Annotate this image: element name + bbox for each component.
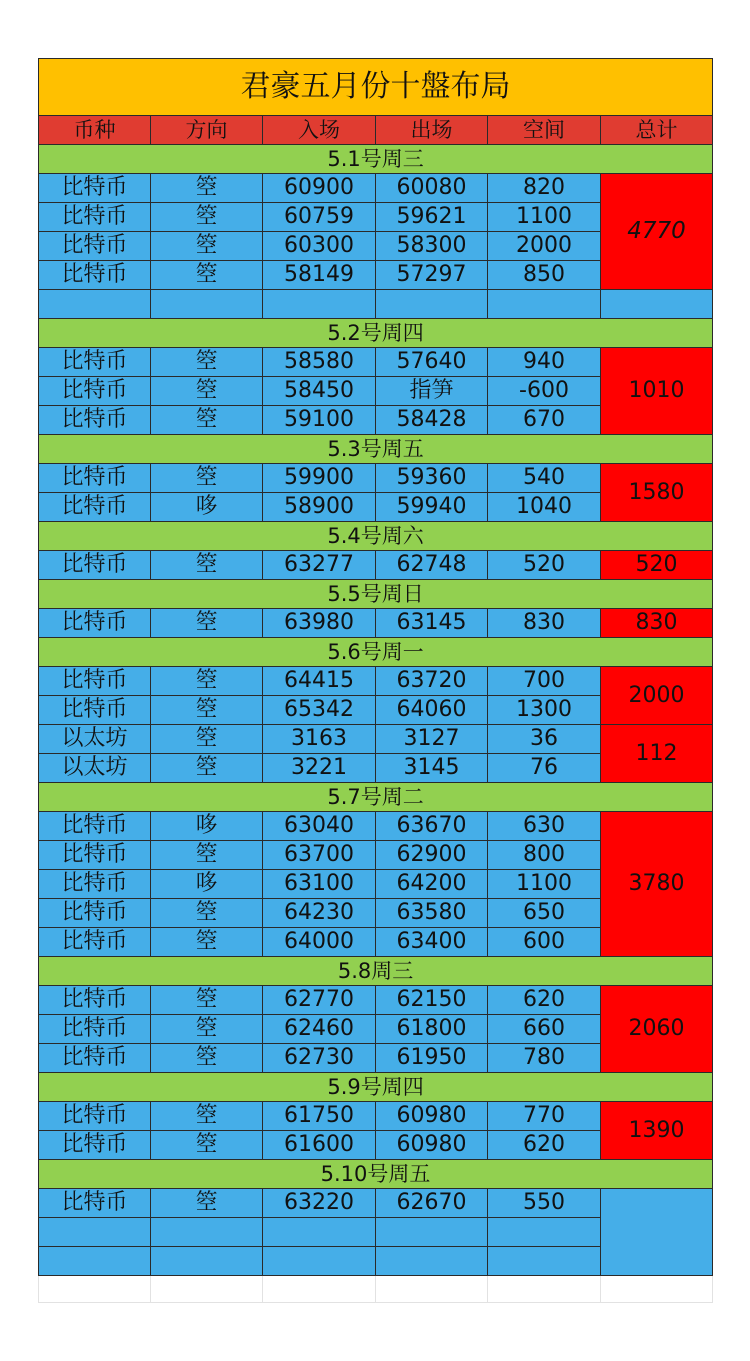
date-row (39, 522, 713, 551)
total-cell (601, 1189, 713, 1276)
blank-row (39, 1276, 713, 1303)
sheet-title: 君豪五月份十盤布局 (39, 59, 713, 116)
entry-cell (263, 1247, 376, 1276)
exit-cell: 62670 (376, 1189, 488, 1218)
table-row (39, 1189, 713, 1218)
header-entry: 入场 (263, 116, 376, 145)
trade-table (38, 58, 713, 1303)
exit-cell: 59621 (376, 203, 488, 232)
total-cell: 520 (601, 551, 713, 580)
space-cell: 800 (488, 841, 601, 870)
coin-cell: 比特币 (39, 261, 151, 290)
direction-cell: 箜 (151, 986, 263, 1015)
coin-cell: 比特币 (39, 1102, 151, 1131)
date-label: 5.7号周二 (39, 783, 713, 812)
space-cell: 850 (488, 261, 601, 290)
direction-cell: 哆 (151, 870, 263, 899)
entry-cell: 63277 (263, 551, 376, 580)
direction-cell: 箜 (151, 1131, 263, 1160)
entry-cell: 58900 (263, 493, 376, 522)
entry-cell: 63220 (263, 1189, 376, 1218)
direction-cell: 箜 (151, 1044, 263, 1073)
date-label: 5.8周三 (39, 957, 713, 986)
exit-cell: 58428 (376, 406, 488, 435)
header-exit: 出场 (376, 116, 488, 145)
date-row (39, 783, 713, 812)
total-cell: 4770 (601, 174, 713, 290)
entry-cell (263, 1218, 376, 1247)
total-cell: 112 (601, 725, 713, 783)
space-cell: 650 (488, 899, 601, 928)
date-row (39, 435, 713, 464)
coin-cell: 比特币 (39, 232, 151, 261)
direction-cell: 箜 (151, 725, 263, 754)
entry-cell: 63700 (263, 841, 376, 870)
coin-cell: 比特币 (39, 899, 151, 928)
space-cell: 670 (488, 406, 601, 435)
coin-cell: 比特币 (39, 928, 151, 957)
coin-cell (39, 1247, 151, 1276)
direction-cell (151, 1218, 263, 1247)
date-row (39, 1160, 713, 1189)
exit-cell: 64200 (376, 870, 488, 899)
entry-cell: 61600 (263, 1131, 376, 1160)
coin-cell: 比特币 (39, 986, 151, 1015)
table-row (39, 812, 713, 841)
space-cell: 76 (488, 754, 601, 783)
header-row (39, 116, 713, 145)
header-total: 总计 (601, 116, 713, 145)
direction-cell: 箜 (151, 377, 263, 406)
date-row (39, 580, 713, 609)
total-cell: 830 (601, 609, 713, 638)
space-cell: 770 (488, 1102, 601, 1131)
entry-cell: 63100 (263, 870, 376, 899)
entry-cell: 59100 (263, 406, 376, 435)
coin-cell: 比特币 (39, 812, 151, 841)
entry-cell: 58580 (263, 348, 376, 377)
exit-cell: 3145 (376, 754, 488, 783)
total-cell: 3780 (601, 812, 713, 957)
entry-cell: 60300 (263, 232, 376, 261)
date-row (39, 1073, 713, 1102)
entry-cell: 64415 (263, 667, 376, 696)
exit-cell: 61950 (376, 1044, 488, 1073)
direction-cell: 箜 (151, 348, 263, 377)
date-label: 5.2号周四 (39, 319, 713, 348)
exit-cell: 63580 (376, 899, 488, 928)
table-row (39, 609, 713, 638)
date-label: 5.1号周三 (39, 145, 713, 174)
exit-cell: 63720 (376, 667, 488, 696)
entry-cell: 64000 (263, 928, 376, 957)
space-cell: 630 (488, 812, 601, 841)
coin-cell: 比特币 (39, 348, 151, 377)
empty-cell (39, 1276, 151, 1303)
empty-cell (263, 1276, 376, 1303)
direction-cell: 箜 (151, 174, 263, 203)
date-row (39, 319, 713, 348)
entry-cell: 62460 (263, 1015, 376, 1044)
coin-cell: 比特币 (39, 203, 151, 232)
entry-cell: 63980 (263, 609, 376, 638)
exit-cell: 57297 (376, 261, 488, 290)
table-row (39, 667, 713, 696)
exit-cell: 59360 (376, 464, 488, 493)
empty-cell (376, 1276, 488, 1303)
coin-cell: 比特币 (39, 1044, 151, 1073)
exit-cell: 指笋 (376, 377, 488, 406)
table-row (39, 551, 713, 580)
exit-cell: 60980 (376, 1102, 488, 1131)
direction-cell: 箜 (151, 1102, 263, 1131)
direction-cell: 箜 (151, 841, 263, 870)
date-row (39, 638, 713, 667)
coin-cell: 比特币 (39, 174, 151, 203)
coin-cell: 比特币 (39, 609, 151, 638)
space-cell: 1100 (488, 870, 601, 899)
exit-cell: 64060 (376, 696, 488, 725)
coin-cell: 比特币 (39, 551, 151, 580)
space-cell: 520 (488, 551, 601, 580)
coin-cell: 比特币 (39, 870, 151, 899)
coin-cell (39, 290, 151, 319)
entry-cell (263, 290, 376, 319)
exit-cell: 62900 (376, 841, 488, 870)
table-row (39, 464, 713, 493)
direction-cell: 箜 (151, 899, 263, 928)
space-cell: -600 (488, 377, 601, 406)
direction-cell: 箜 (151, 261, 263, 290)
space-cell (488, 1247, 601, 1276)
direction-cell: 箜 (151, 928, 263, 957)
direction-cell: 哆 (151, 812, 263, 841)
coin-cell: 比特币 (39, 841, 151, 870)
direction-cell: 箜 (151, 203, 263, 232)
entry-cell: 60759 (263, 203, 376, 232)
direction-cell: 箜 (151, 696, 263, 725)
date-label: 5.9号周四 (39, 1073, 713, 1102)
direction-cell: 箜 (151, 464, 263, 493)
table-row (39, 348, 713, 377)
direction-cell: 箜 (151, 1189, 263, 1218)
entry-cell: 58149 (263, 261, 376, 290)
coin-cell: 比特币 (39, 1131, 151, 1160)
coin-cell: 比特币 (39, 406, 151, 435)
entry-cell: 64230 (263, 899, 376, 928)
total-cell (601, 290, 713, 319)
total-cell: 1390 (601, 1102, 713, 1160)
direction-cell (151, 290, 263, 319)
entry-cell: 59900 (263, 464, 376, 493)
direction-cell: 箜 (151, 754, 263, 783)
exit-cell (376, 1247, 488, 1276)
direction-cell: 箜 (151, 406, 263, 435)
space-cell: 1040 (488, 493, 601, 522)
direction-cell: 箜 (151, 232, 263, 261)
space-cell: 620 (488, 1131, 601, 1160)
space-cell: 2000 (488, 232, 601, 261)
table-row (39, 290, 713, 319)
empty-cell (488, 1276, 601, 1303)
date-label: 5.10号周五 (39, 1160, 713, 1189)
exit-cell: 58300 (376, 232, 488, 261)
exit-cell (376, 290, 488, 319)
space-cell: 1300 (488, 696, 601, 725)
space-cell: 820 (488, 174, 601, 203)
coin-cell: 比特币 (39, 493, 151, 522)
table-row (39, 174, 713, 203)
direction-cell: 箜 (151, 667, 263, 696)
coin-cell: 比特币 (39, 696, 151, 725)
direction-cell (151, 1247, 263, 1276)
table-row (39, 1102, 713, 1131)
exit-cell: 3127 (376, 725, 488, 754)
entry-cell: 61750 (263, 1102, 376, 1131)
header-coin: 币种 (39, 116, 151, 145)
exit-cell: 60080 (376, 174, 488, 203)
space-cell: 700 (488, 667, 601, 696)
space-cell (488, 1218, 601, 1247)
coin-cell: 以太坊 (39, 725, 151, 754)
direction-cell: 箜 (151, 1015, 263, 1044)
exit-cell: 63670 (376, 812, 488, 841)
entry-cell: 60900 (263, 174, 376, 203)
space-cell: 660 (488, 1015, 601, 1044)
date-row (39, 957, 713, 986)
header-direction: 方向 (151, 116, 263, 145)
space-cell: 550 (488, 1189, 601, 1218)
coin-cell: 比特币 (39, 667, 151, 696)
empty-cell (151, 1276, 263, 1303)
exit-cell: 63145 (376, 609, 488, 638)
table-row (39, 725, 713, 754)
entry-cell: 62770 (263, 986, 376, 1015)
spreadsheet (38, 58, 712, 1303)
exit-cell: 62748 (376, 551, 488, 580)
total-cell: 2060 (601, 986, 713, 1073)
date-label: 5.4号周六 (39, 522, 713, 551)
space-cell: 36 (488, 725, 601, 754)
exit-cell: 61800 (376, 1015, 488, 1044)
space-cell: 830 (488, 609, 601, 638)
exit-cell: 60980 (376, 1131, 488, 1160)
entry-cell: 65342 (263, 696, 376, 725)
coin-cell: 比特币 (39, 1189, 151, 1218)
total-cell: 2000 (601, 667, 713, 725)
direction-cell: 箜 (151, 609, 263, 638)
exit-cell: 62150 (376, 986, 488, 1015)
direction-cell: 箜 (151, 551, 263, 580)
entry-cell: 3163 (263, 725, 376, 754)
space-cell: 1100 (488, 203, 601, 232)
date-row (39, 145, 713, 174)
space-cell: 940 (488, 348, 601, 377)
exit-cell (376, 1218, 488, 1247)
date-label: 5.6号周一 (39, 638, 713, 667)
coin-cell: 比特币 (39, 377, 151, 406)
space-cell: 600 (488, 928, 601, 957)
coin-cell (39, 1218, 151, 1247)
direction-cell: 哆 (151, 493, 263, 522)
date-label: 5.5号周日 (39, 580, 713, 609)
entry-cell: 58450 (263, 377, 376, 406)
total-cell: 1580 (601, 464, 713, 522)
space-cell: 620 (488, 986, 601, 1015)
coin-cell: 比特币 (39, 1015, 151, 1044)
entry-cell: 3221 (263, 754, 376, 783)
entry-cell: 63040 (263, 812, 376, 841)
entry-cell: 62730 (263, 1044, 376, 1073)
total-cell: 1010 (601, 348, 713, 435)
exit-cell: 63400 (376, 928, 488, 957)
coin-cell: 以太坊 (39, 754, 151, 783)
coin-cell: 比特币 (39, 464, 151, 493)
exit-cell: 59940 (376, 493, 488, 522)
date-label: 5.3号周五 (39, 435, 713, 464)
space-cell: 540 (488, 464, 601, 493)
empty-cell (601, 1276, 713, 1303)
exit-cell: 57640 (376, 348, 488, 377)
table-row (39, 986, 713, 1015)
space-cell (488, 290, 601, 319)
header-space: 空间 (488, 116, 601, 145)
space-cell: 780 (488, 1044, 601, 1073)
